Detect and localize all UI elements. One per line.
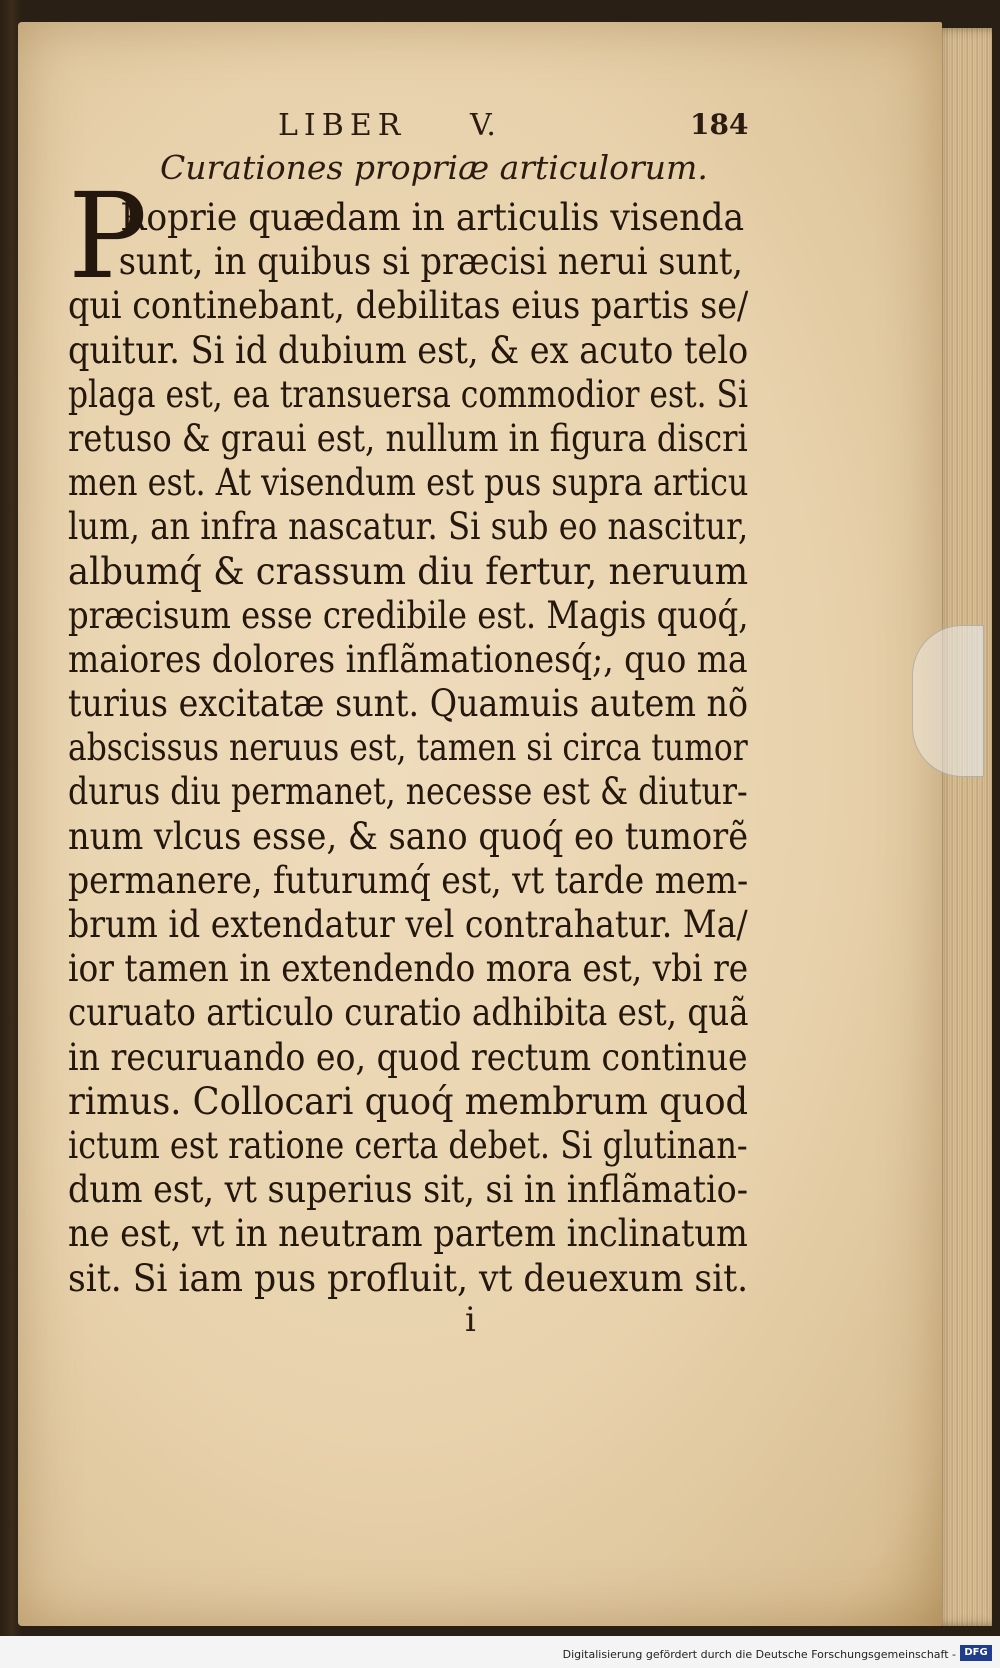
bookmark-clip: [912, 625, 984, 777]
section-title: Curationes propriæ articulorum.: [160, 148, 708, 187]
digitization-credit: Digitalisierung gefördert durch die Deutsche Forschungsgemeinschaft -: [562, 1648, 956, 1661]
text-line: dum est, vt superius sit, si in inflãmatio-: [68, 1168, 749, 1212]
text-line: lum, an infra nascatur. Si sub eo nascitur,: [68, 505, 749, 549]
text-line: Roprie quædam in articulis visenda: [120, 196, 745, 239]
text-line: ictum est ratione certa debet. Si glutinan-: [68, 1123, 748, 1167]
text-line: durus diu permanet, necesse est & diutur-: [68, 770, 748, 814]
text-line: curuato articulo curatio adhibita est, quã: [68, 991, 749, 1035]
book-number: V.: [470, 108, 496, 143]
text-line: sunt, in quibus si præcisi nerui sunt,: [118, 240, 743, 284]
signature-mark: i: [465, 1300, 476, 1340]
text-line: maiores dolores inflãmationesq́;, quo ma: [68, 637, 748, 681]
body-text: [68, 196, 748, 1301]
dropcap: P: [68, 167, 148, 305]
text-line: permanere, futurumq́ est, vt tarde mem-: [68, 858, 749, 902]
text-line: rimus. Collocari quoq́ membrum quod: [68, 1079, 749, 1123]
running-title: LIBER: [278, 108, 407, 143]
text-line: ne est, vt in neutram partem inclinatum: [68, 1212, 748, 1256]
text-line: brum id extendatur vel contrahatur. Ma/: [68, 903, 748, 946]
text-line: albumq́ & crassum diu fertur, neruum: [68, 549, 749, 593]
page-number: 184: [690, 108, 749, 141]
page-edges: [934, 28, 992, 1626]
text-line: turius excitatæ sunt. Quamuis autem nõ: [68, 682, 749, 726]
text-line: retuso & graui est, nullum in figura discri: [68, 416, 748, 460]
text-line: in recuruando eo, quod rectum continue: [68, 1035, 748, 1079]
dfg-logo: DFG: [960, 1645, 992, 1661]
text-line: sit. Si iam pus profluit, vt deuexum sit.: [68, 1256, 749, 1300]
text-line: præcisum esse credibile est. Magis quoq́,: [68, 593, 749, 637]
text-line: abscissus neruus est, tamen si circa tumor: [68, 726, 748, 770]
text-line: num vlcus esse, & sano quoq́ eo tumorẽ: [68, 814, 749, 858]
text-line: qui continebant, debilitas eius partis se/: [68, 284, 749, 328]
text-line: plaga est, ea transuersa commodior est. Si: [68, 372, 749, 416]
page-header: [0, 108, 1000, 148]
text-line: quitur. Si id dubium est, & ex acuto telo: [68, 328, 749, 372]
text-line: ior tamen in extendendo mora est, vbi re: [68, 947, 749, 991]
text-line: men est. At visendum est pus supra articu: [68, 461, 749, 505]
